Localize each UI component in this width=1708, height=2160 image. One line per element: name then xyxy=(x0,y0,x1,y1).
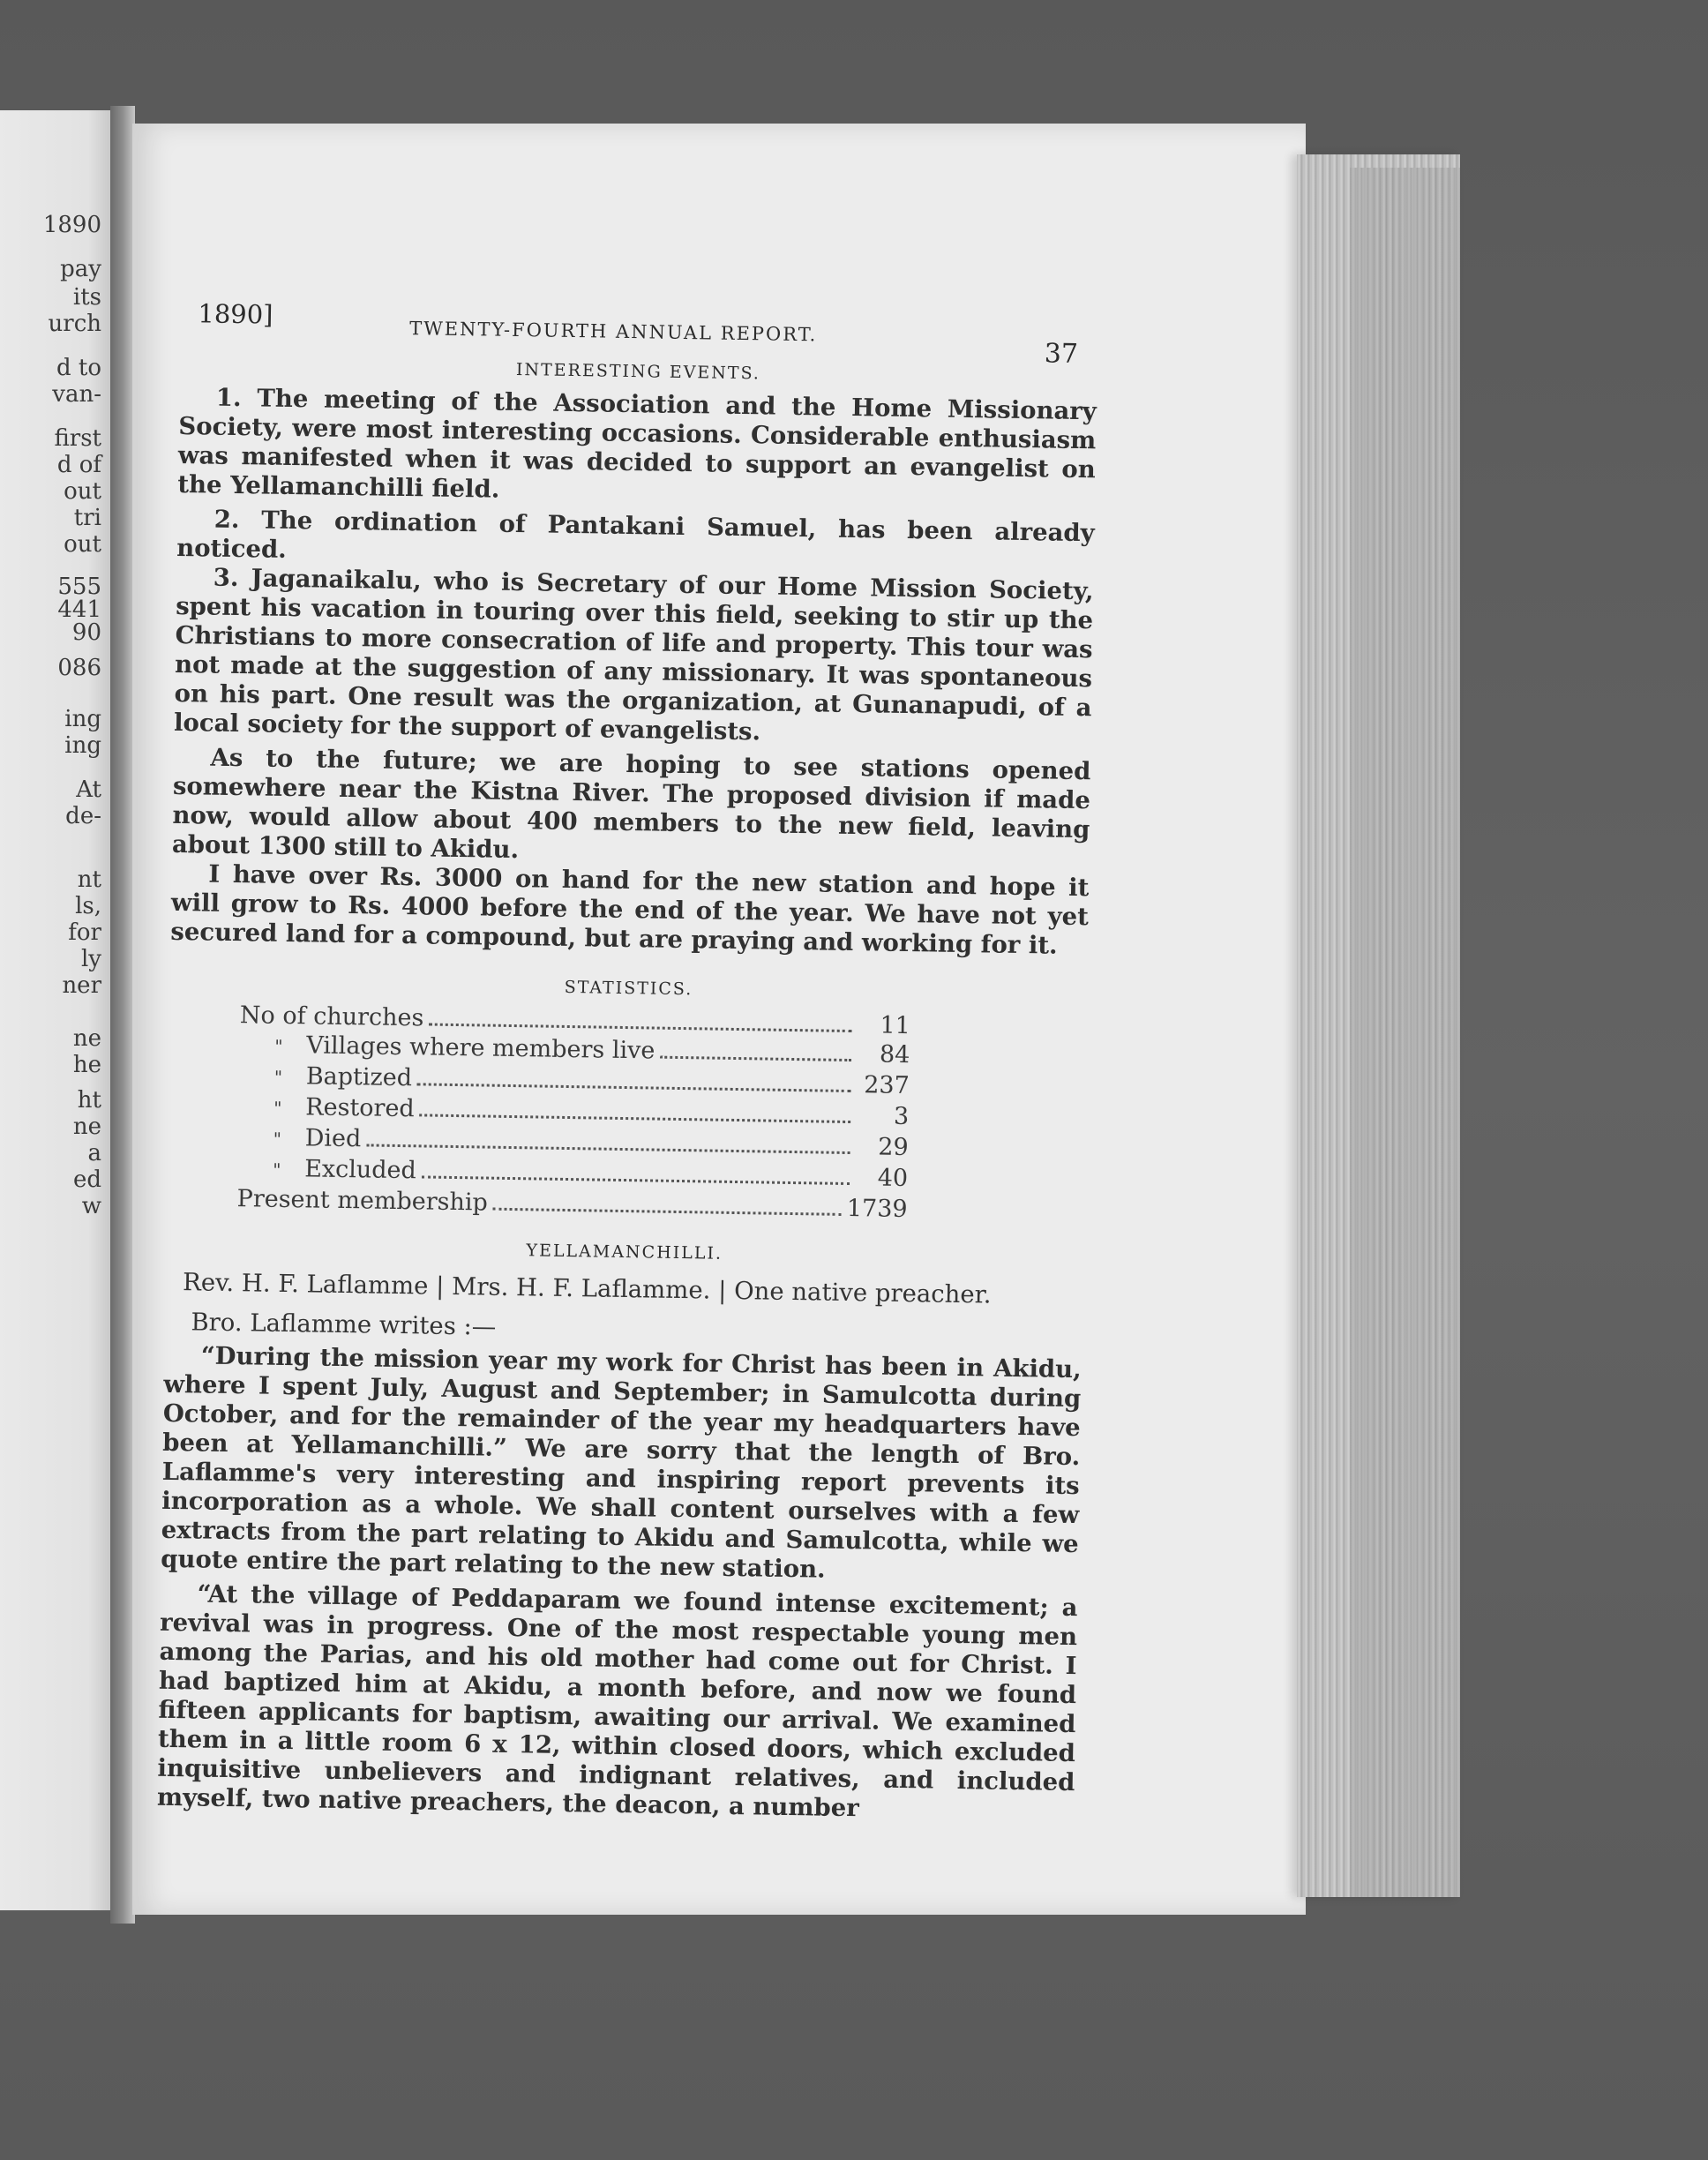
page-text xyxy=(157,281,1098,1826)
left-page-text-fragment: out xyxy=(64,531,101,558)
stat-value: 3 xyxy=(893,1102,910,1131)
paragraph: 2. The ordination of Pantakani Samuel, has been already noticed. xyxy=(176,505,1095,564)
dot-leader xyxy=(420,1114,851,1123)
running-head-title: TWENTY-FOURTH ANNUAL REPORT. xyxy=(408,318,818,346)
ditto-mark: " xyxy=(274,1035,283,1057)
dot-leader xyxy=(660,1056,851,1061)
left-page-text-fragment: ne xyxy=(72,1114,101,1140)
stat-label: Baptized xyxy=(305,1062,413,1092)
ditto-mark: " xyxy=(273,1066,283,1088)
left-page-text-fragment: its xyxy=(72,284,101,311)
left-page-text-fragment: ing xyxy=(64,732,101,759)
stat-value: 1739 xyxy=(846,1194,908,1224)
stat-label: Present membership xyxy=(236,1185,489,1217)
left-page-text-fragment: At xyxy=(76,776,101,803)
paragraph: “At the village of Peddaparam we found intense excitement; a revival was in progress. One of the most respectable young men among the Parias, and his old mother had come out for Christ. I had baptized him at Akidu, a month before, and now we found fifteen applicants for baptism, awaiting our arrival. We examined them in a little room 6 x 12, within closed doors, which excluded inquisitive unbelievers and indignant relatives, and included myself, two native preachers, the deacon, a number xyxy=(156,1579,1078,1823)
statistics-table xyxy=(236,1001,910,1224)
left-page-text-fragment: nt xyxy=(77,866,101,893)
left-page-text-fragment: a xyxy=(87,1140,101,1166)
paragraph: “During the mission year my work for Christ has been in Akidu, where I spent July, August and September; in Samulcotta during October, and for the remainder of the year my headquarters have been at Yellamanchilli.” We are sorry that the length of Bro. Laflamme's very interesting and inspiring report prevents its incorporation as a whole. We shall content ourselves with a few extracts from the part relating to Akidu and Samulcotta, while we quote entire the part relating to the new station. xyxy=(160,1341,1082,1584)
stat-label: No of churches xyxy=(239,1001,424,1032)
stat-value: 237 xyxy=(863,1071,910,1100)
left-page-text-fragment: ls, xyxy=(75,893,101,919)
left-page-text-fragment: 90 xyxy=(71,619,101,646)
left-page-text-fragment: 1890 xyxy=(42,212,101,238)
left-page-text-fragment: out xyxy=(64,478,101,505)
left-page-text-fragment: d of xyxy=(56,452,101,478)
stat-label: Villages where members live xyxy=(306,1031,655,1065)
left-page-text-fragment: ing xyxy=(64,706,101,732)
left-page-text-fragment: ne xyxy=(72,1025,101,1052)
running-head-year: 1890] xyxy=(198,298,273,330)
left-page-text-fragment: w xyxy=(81,1193,101,1219)
dot-leader xyxy=(417,1083,851,1092)
paragraph: 1. The meeting of the Association and the Home Missionary Society, were most interesting occasions. Considerable enthusiasm was manifested when it was decided to support an evangelist on the Yellamanchilli field. xyxy=(177,383,1097,504)
paragraph: I have over Rs. 3000 on hand for the new station and hope it will grow to Rs. 4000 before the end of the year. We have not yet secured land for a compound, but are praying and working for it. xyxy=(170,859,1090,960)
left-page-text-fragment: 555 xyxy=(57,574,101,600)
left-page-text-fragment: he xyxy=(72,1052,101,1078)
staff-line: Rev. H. F. Laflamme | Mrs. H. F. Laflamme. | One native preacher. xyxy=(182,1268,992,1309)
page-number: 37 xyxy=(1044,338,1079,370)
stat-label: Excluded xyxy=(303,1155,417,1185)
left-page-text-fragment: ed xyxy=(72,1166,101,1193)
stat-label: Restored xyxy=(305,1093,415,1123)
left-page-text-fragment: first xyxy=(54,425,101,452)
ditto-mark: " xyxy=(273,1097,282,1119)
page-block-shadow xyxy=(1350,168,1460,1897)
left-page-text-fragment: ner xyxy=(62,972,101,999)
stat-value: 11 xyxy=(880,1011,911,1040)
left-page-text-fragment: 086 xyxy=(57,655,101,681)
dot-leader xyxy=(422,1175,850,1185)
paragraph: 3. Jaganaikalu, who is Secretary of our Home Mission Society, spent his vacation in touring over this field, seeking to stir up the Christians to more consecration of life and property. This tour was not made at the suggestion of any missionary. It was spontaneous on his part. One result was the organization, at Gunanapudi, of a local society for the support of evangelists. xyxy=(173,563,1094,746)
stat-value: 29 xyxy=(878,1133,909,1162)
left-page-text-fragment: urch xyxy=(48,311,101,337)
dot-leader xyxy=(366,1144,850,1154)
stat-value: 84 xyxy=(879,1040,910,1069)
stat-value: 40 xyxy=(877,1164,909,1193)
left-page-text-fragment: ly xyxy=(80,946,101,972)
ditto-mark: " xyxy=(273,1128,282,1150)
left-page-text-fragment: pay xyxy=(60,256,101,282)
left-page-text-fragment: tri xyxy=(73,505,101,531)
left-page-edge xyxy=(0,110,110,1910)
left-page-text-fragment: d to xyxy=(56,355,101,381)
left-page-text-fragment: 441 xyxy=(57,596,101,623)
book-gutter xyxy=(110,106,135,1924)
paragraph: As to the future; we are hoping to see stations opened somewhere near the Kistna River. The proposed division if made now, would allow about 400 members to the new field, leaving about 1300 still to Akidu. xyxy=(171,743,1091,865)
left-page-text-fragment: ht xyxy=(77,1087,101,1114)
section-heading-statistics: STATISTICS. xyxy=(564,977,693,1000)
stat-label: Died xyxy=(304,1124,362,1153)
ditto-mark: " xyxy=(272,1159,281,1181)
dot-leader xyxy=(493,1208,842,1216)
section-heading-yellamanchilli: YELLAMANCHILLI. xyxy=(526,1241,723,1264)
writes-line: Bro. Laflamme writes :— xyxy=(191,1308,497,1341)
left-page-text-fragment: van- xyxy=(52,381,101,408)
section-heading-interesting-events: INTERESTING EVENTS. xyxy=(515,359,761,384)
left-page-text-fragment: for xyxy=(68,919,101,946)
left-page-text-fragment: de- xyxy=(65,803,101,829)
dot-leader xyxy=(429,1024,852,1033)
